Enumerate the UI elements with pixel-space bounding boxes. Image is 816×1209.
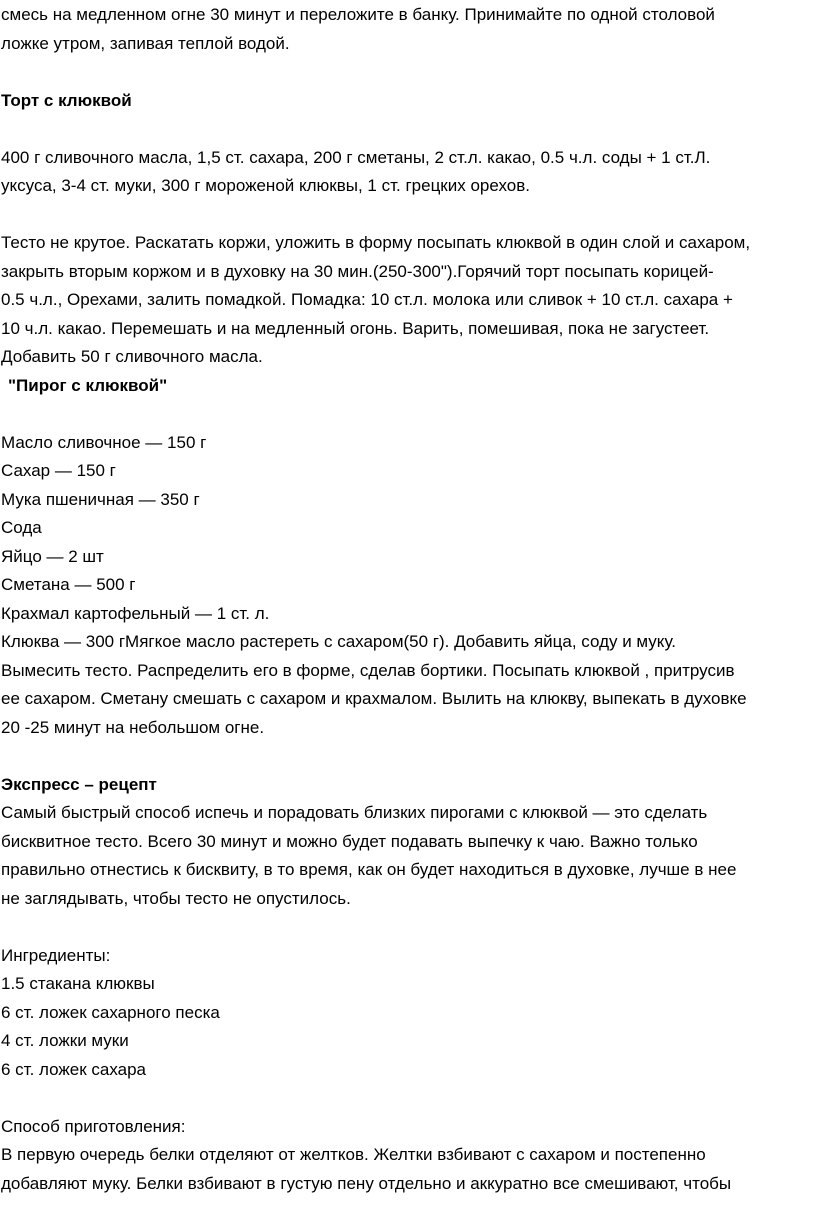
text-line: не заглядывать, чтобы тесто не опустилось.	[1, 888, 351, 908]
ingredient-line: Сода	[1, 518, 42, 537]
text-line: 0.5 ч.л., Орехами, залить помадкой. Помадка: 10 ст.л. молока или сливок + 10 ст.л. сахара +	[1, 290, 733, 309]
text-line: правильно отнестись к бисквиту, в то время, как он будет находиться в духовке, лучше в нее	[1, 860, 737, 879]
heading-cranberry-cake: Торт с клюквой	[1, 90, 132, 110]
text-line: ее сахаром. Сметану смешать с сахаром и крахмалом. Вылить на клюкву, выпекать в духовке	[1, 689, 747, 708]
method-heading: Способ приготовления:	[1, 1116, 186, 1136]
ingredient-line: Сметана — 500 г	[1, 575, 136, 594]
heading-cranberry-pie: "Пирог с клюквой"	[8, 375, 168, 395]
text-line: Самый быстрый способ испечь и порадовать близких пирогами с клюквой — это сделать	[1, 803, 708, 822]
blank-line	[1, 400, 816, 429]
text-line: Тесто не крутое. Раскатать коржи, уложить в форму посыпать клюквой в один слой и сахаром,	[1, 233, 751, 252]
heading-express-recipe: Экспресс – рецепт	[1, 774, 157, 794]
text-line: уксуса, 3-4 ст. муки, 300 г мороженой клюквы, 1 ст. грецких орехов.	[1, 176, 530, 195]
blank-line	[1, 1084, 816, 1113]
ingredient-line: Сахар — 150 г	[1, 461, 116, 480]
ingredient-line: Крахмал картофельный — 1 ст. л.	[1, 603, 270, 623]
text-line: 400 г сливочного масла, 1,5 ст. сахара, 200 г сметаны, 2 ст.л. какао, 0.5 ч.л. соды + 1 ст.Л.	[1, 147, 711, 167]
ingredient-line: 6 ст. ложек сахара	[1, 1059, 147, 1079]
ingredient-line: Масло сливочное — 150 г	[1, 432, 207, 452]
ingredient-line: 1.5 стакана клюквы	[1, 974, 155, 993]
ingredients-heading: Ингредиенты:	[1, 945, 111, 965]
text-line: В первую очередь белки отделяют от желтков. Желтки взбивают с сахаром и постепенно	[1, 1145, 706, 1164]
blank-line	[1, 58, 816, 87]
blank-line	[1, 913, 816, 942]
text-line: 20 -25 минут на небольшом огне.	[1, 717, 265, 737]
blank-line	[1, 201, 816, 230]
text-line: Добавить 50 г сливочного масла.	[1, 347, 263, 366]
text-line: 10 ч.л. какао. Перемешать и на медленный огонь. Варить, помешивая, пока не загустеет.	[1, 318, 710, 338]
text-line: добавляют муку. Белки взбивают в густую пену отдельно и аккуратно все смешивают, чтобы	[1, 1173, 732, 1193]
blank-line	[1, 742, 816, 771]
ingredient-line: Яйцо — 2 шт	[1, 546, 104, 566]
text-line: Вымесить тесто. Распределить его в форме, сделав бортики. Посыпать клюквой , притрусив	[1, 660, 735, 680]
text-line: ложке утром, запивая теплой водой.	[1, 33, 290, 53]
ingredient-line: Мука пшеничная — 350 г	[1, 489, 200, 509]
text-line: Клюква — 300 гМягкое масло растереть с сахаром(50 г). Добавить яйца, соду и муку.	[1, 632, 676, 651]
blank-line	[1, 115, 816, 144]
document-page	[0, 1, 816, 1209]
text-line: закрыть вторым коржом и в духовку на 30 мин.(250-300").Горячий торт посыпать корицей-	[1, 261, 714, 281]
text-line: бисквитное тесто. Всего 30 минут и можно будет подавать выпечку к чаю. Важно только	[1, 831, 698, 851]
ingredient-line: 6 ст. ложек сахарного песка	[1, 1002, 220, 1022]
text-line: смесь на медленном огне 30 минут и переложите в банку. Принимайте по одной столовой	[1, 5, 715, 24]
ingredient-line: 4 ст. ложки муки	[1, 1031, 129, 1050]
